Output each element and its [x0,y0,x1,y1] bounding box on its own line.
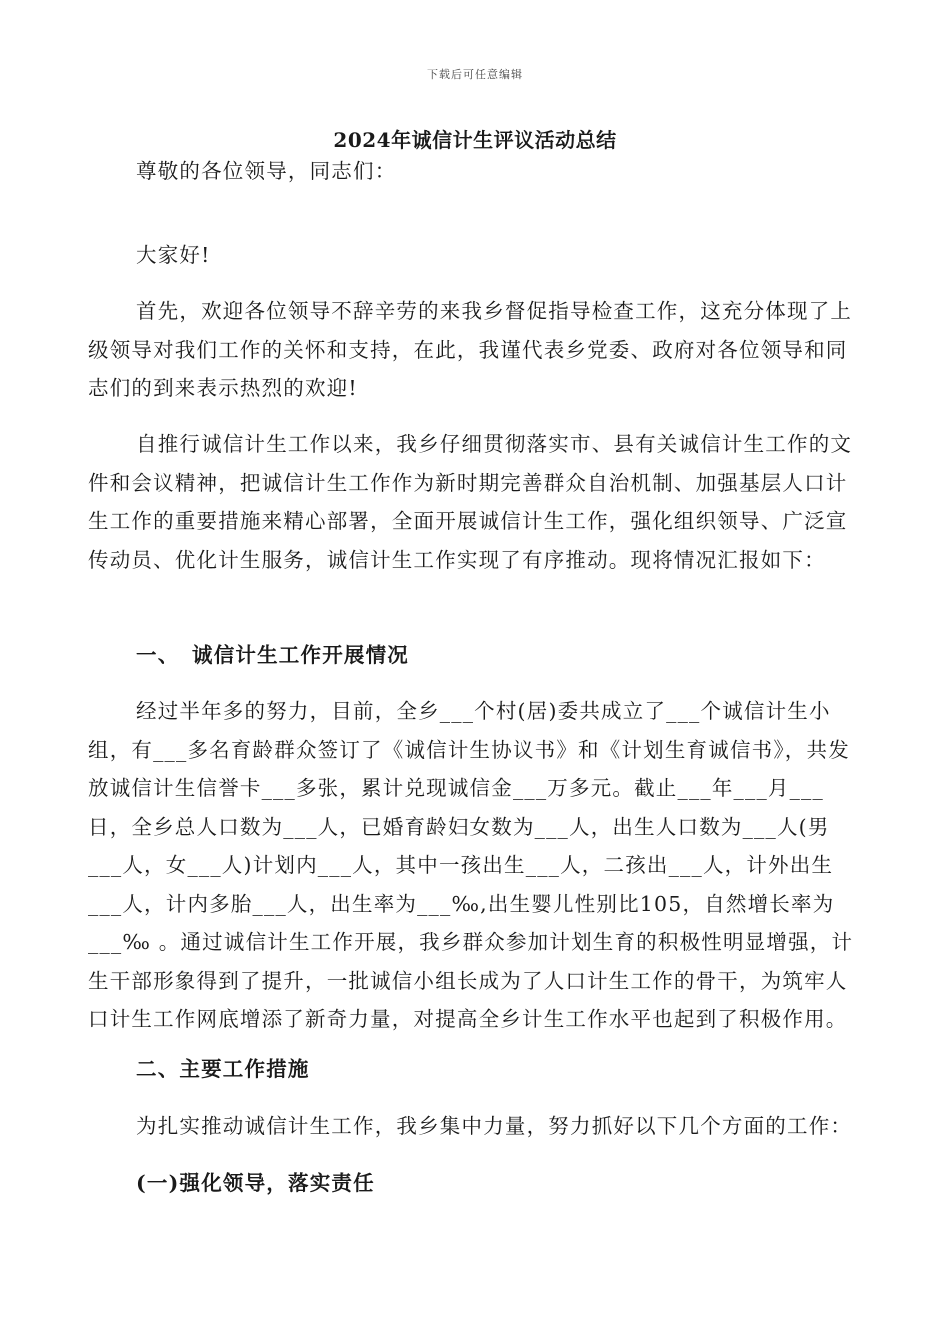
intro-paragraph: 首先，欢迎各位领导不辞辛劳的来我乡督促指导检查工作，这充分体现了上级领导对我们工作的关怀和支持，在此，我谨代表乡党委、政府对各位领导和同志们的到来表示热烈的欢迎! [88,299,853,400]
greeting: 大家好! [136,243,211,267]
section-heading-2: 二、主要工作措施 [136,1057,310,1081]
header-note: 下载后可任意编辑 [427,68,523,81]
progress-paragraph: 经过半年多的努力，目前，全乡___个村(居)委共成立了___个诚信计生小组，有___多名育龄群众签订了《诚信计生协议书》和《计划生育诚信书》，共发放诚信计生信誉卡___多张，累计兑现诚信金___万多元。截止___年___月___日，全乡总人口数为___人，已婚育龄妇女数为___人，出生人口数为___人(男___人，女___人)计划内___人，其中一孩出生___人，二孩出___人，计外出生___人，计内多胎___人，出生率为___‰,出生婴儿性别比105，自然增长率为___‰ 。通过诚信计生工作开展，我乡群众参加计划生育的积极性明显增强，计生干部形象得到了提升，一批诚信小组长成为了人口计生工作的骨干，为筑牢人口计生工作网底增添了新奇力量，对提高全乡计生工作水平也起到了积极作用。 [88,699,854,1031]
section-heading-1 [136,636,409,674]
background-paragraph: 自推行诚信计生工作以来，我乡仔细贯彻落实市、县有关诚信计生工作的文件和会议精神，把诚信计生工作作为新时期完善群众自治机制、加强基层人口计生工作的重要措施来精心部署，全面开展诚信计生工作，强化组织领导、广泛宣传动员、优化计生服务，诚信计生工作实现了有序推动。现将情况汇报如下： [88,432,853,572]
section-title: 诚信计生工作开展情况 [192,643,409,667]
document-title: 2024年诚信计生评议活动总结 [333,128,617,152]
salutation: 尊敬的各位领导，同志们： [136,159,397,183]
subsection-heading-1: (一)强化领导，落实责任 [136,1171,375,1195]
measures-intro-paragraph: 为扎实推动诚信计生工作，我乡集中力量，努力抓好以下几个方面的工作： [136,1114,853,1138]
section-number: 一、 [136,643,180,667]
